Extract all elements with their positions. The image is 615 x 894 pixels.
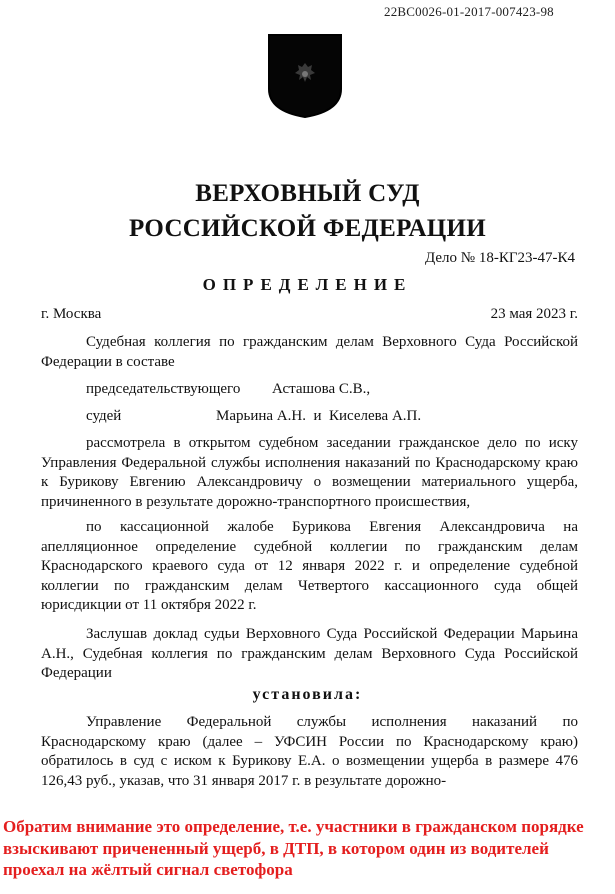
paragraph-report: Заслушав доклад судьи Верховного Суда Российской Федерации Марьина А.Н., Судебная коллегия по гражданским делам Верховного Суда Российской Федерации [41, 626, 578, 681]
court-name-line-2: РОССИЙСКОЙ ФЕДЕРАЦИИ [128, 215, 487, 242]
paragraph-composition: Судебная коллегия по гражданским делам Верховного Суда Российской Федерации в составе [41, 334, 578, 370]
chair-name: Асташова С.В., [272, 381, 371, 397]
red-annotation-note: Обратим внимание это определение, т.е. участники в гражданском порядке взыскивают причененный ущерб, в ДТП, в котором один из водителей проехал на жёлтый сигнал светофора [3, 817, 584, 879]
paragraph-claim: Управление Федеральной службы исполнения наказаний по Краснодарскому краю (далее – УФСИН России по Краснодарскому краю) обратилось в суд с иском к Бурикову Е.А. о возмещении ущерба в размере 476 126,43 руб., указав, что 31 января 2017 г. в результате дорожно- [41, 714, 578, 789]
judges-role: судей [86, 408, 122, 424]
coat-of-arms-icon [267, 33, 343, 119]
court-name-line-1: ВЕРХОВНЫЙ СУД [195, 180, 420, 207]
document-reference-number: 22ВС0026-01-2017-007423-98 [384, 4, 554, 19]
paragraph-case: рассмотрела в открытом судебном заседании гражданское дело по иску Управления Федеральной службы исполнения наказаний по Краснодарскому краю к Бурикову Евгению Александровичу о возмещении материального ущерба, причиненного в результате дорожно-транспортного происшествия, [41, 435, 578, 510]
paragraph-appeal: по кассационной жалобе Бурикова Евгения Александровича на апелляционное определение судебной коллегии по гражданским делам Краснодарского краевого суда от 12 января 2022 г. и определение судебной коллегии по гражданским делам Четвертого кассационного суда общей юрисдикции от 11 октября 2022 г. [41, 519, 578, 613]
city: г. Москва [41, 306, 102, 322]
document-type-title: ОПРЕДЕЛЕНИЕ [202, 275, 413, 294]
case-number: Дело № 18-КГ23-47-К4 [424, 250, 575, 266]
established-heading: установила: [252, 686, 363, 703]
decision-date: 23 мая 2023 г. [490, 306, 578, 322]
judges-names: Марьина А.Н. и Киселева А.П. [216, 408, 422, 424]
chair-role: председательствующего [86, 381, 241, 397]
